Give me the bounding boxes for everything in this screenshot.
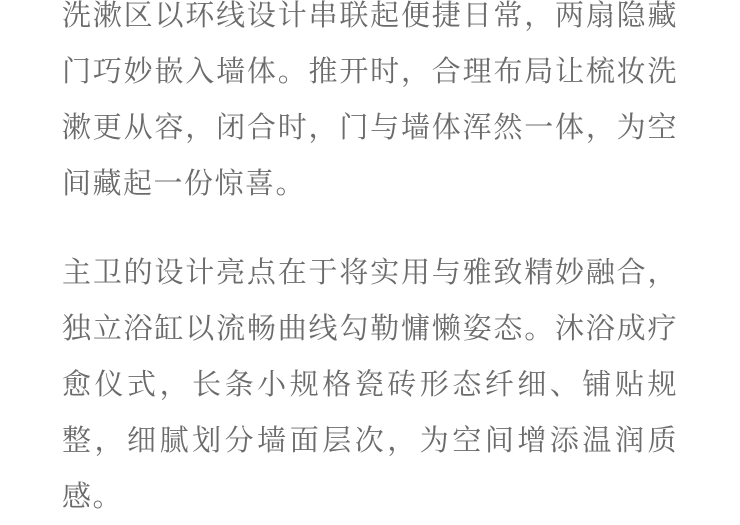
text-line: 愈仪式，长条小规格瓷砖形态纤细、铺贴规 bbox=[62, 369, 678, 401]
paragraph-master-bath bbox=[62, 245, 678, 525]
article-body bbox=[62, 0, 678, 525]
text-line: 感。 bbox=[62, 481, 124, 513]
text-line: 洗漱区以环线设计串联起便捷日常，两扇隐藏 bbox=[62, 0, 678, 32]
text-line: 间藏起一份惊喜。 bbox=[62, 168, 307, 200]
text-line: 独立浴缸以流畅曲线勾勒慵懒姿态。沐浴成疗 bbox=[62, 313, 678, 345]
text-line: 整，细腻划分墙面层次，为空间增添温润质 bbox=[62, 425, 678, 457]
text-line: 门巧妙嵌入墙体。推开时，合理布局让梳妆洗 bbox=[62, 56, 678, 88]
text-line: 主卫的设计亮点在于将实用与雅致精妙融合， bbox=[62, 257, 678, 289]
paragraph-washing-area bbox=[62, 0, 678, 212]
text-line: 漱更从容，闭合时，门与墙体浑然一体，为空 bbox=[62, 112, 678, 144]
